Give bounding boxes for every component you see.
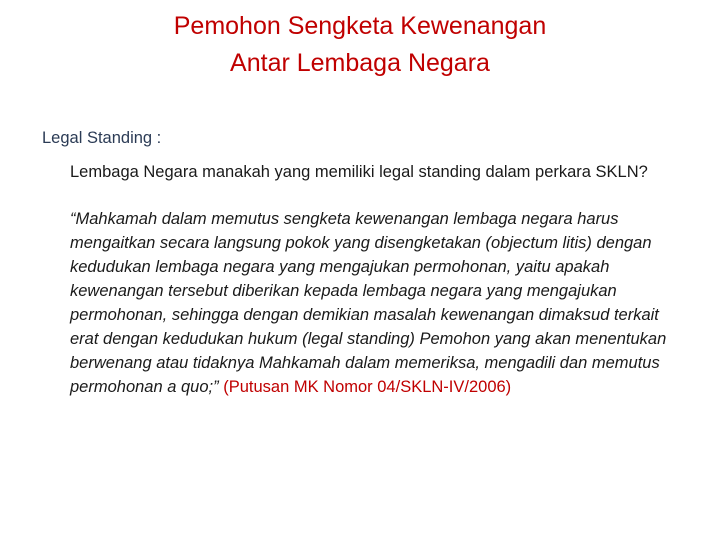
slide-title-line-2: Antar Lembaga Negara <box>230 49 490 77</box>
slide-body <box>42 126 682 399</box>
quote-block <box>70 207 682 399</box>
slide-title-line-1: Pemohon Sengketa Kewenangan <box>173 12 547 40</box>
slide-title <box>0 8 720 82</box>
quote-text: “Mahkamah dalam memutus sengketa kewenangan lembaga negara harus mengaitkan secara langsung pokok yang disengketakan (objectum litis) dengan kedudukan lembaga negara yang mengajukan permohonan, yaitu apakah kewenangan tersebut diberikan kepada lembaga negara yang mengajukan permohonan, sehingga dengan demikian masalah kewenangan dimaksud terkait erat dengan kedudukan hukum (legal standing) Pemohon yang akan menentukan berwenang atau tidaknya Mahkamah dalam memeriksa, mengadili dan memutus permohonan a quo;” <box>70 210 667 396</box>
question-text: Lembaga Negara manakah yang memiliki legal standing dalam perkara SKLN? <box>70 163 648 181</box>
citation-text: (Putusan MK Nomor 04/SKLN-IV/2006) <box>223 378 512 396</box>
section-heading: Legal Standing : <box>42 129 162 147</box>
